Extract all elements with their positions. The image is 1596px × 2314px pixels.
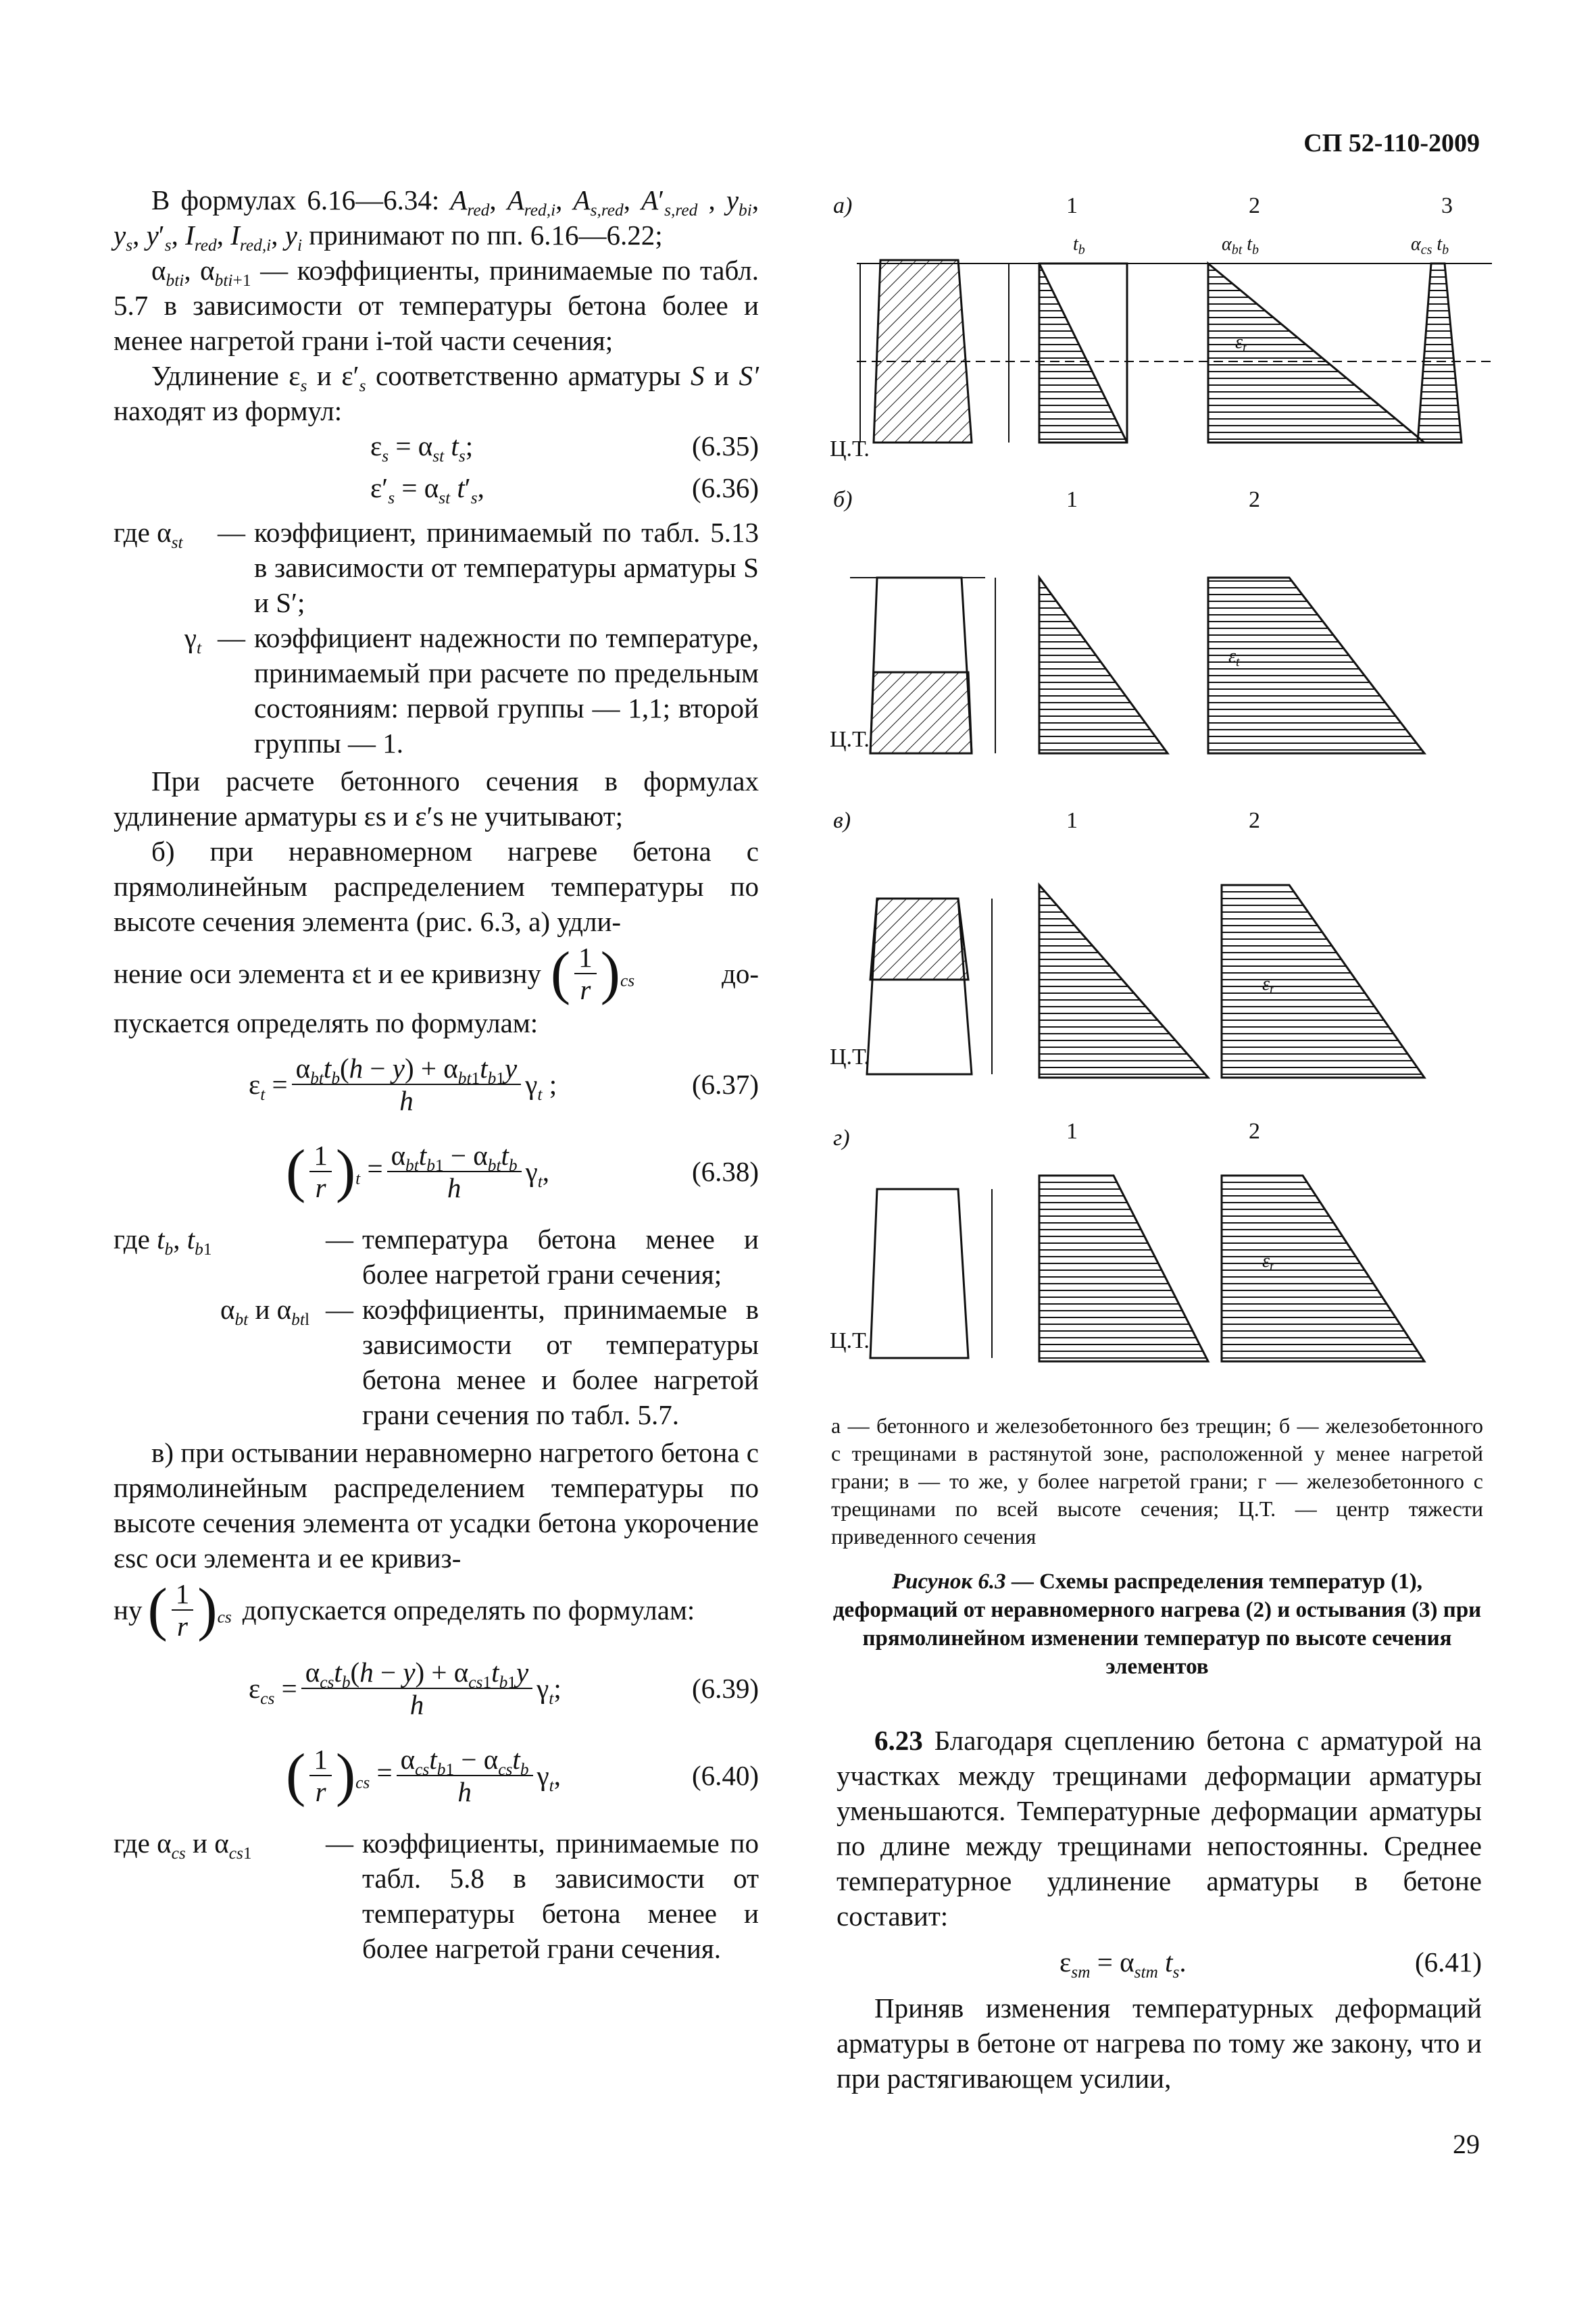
paragraph-deformations: Приняв изменения температурных деформаций арматуры в бетоне от нагрева по тому же закону, что и при растягивающем усилии,	[837, 1992, 1482, 2094]
paragraph-curvature-cont: пускается определять по формулам:	[114, 1007, 539, 1038]
left-column	[114, 182, 759, 1969]
svg-text:1: 1	[1066, 808, 1078, 833]
paragraph-curvature: нение оси элемента εt и ее кривизну ( $\frac{1}{r}$ )$_{cs}$ до-	[114, 940, 759, 1006]
svg-text:αcs tb: $\alpha_{cs}$ $t_b$	[1411, 234, 1449, 257]
paragraph-elongation: Удлинение $\varepsilon_s$ и $\varepsilon'_s$ соответственно арматуры S и S′ находят из формул:	[114, 360, 759, 426]
figure-6-3-diagram	[830, 186, 1492, 1402]
equation-6-37: $\varepsilon_t$ = $\frac{\alpha_{bt}t_b(h - y) + \alpha_{bt1}t_{b1}y}{h}$ $\gamma_t$ ; (6.37)	[249, 1053, 759, 1116]
paragraph-cooling-curvature: ну ( $\frac{1}{r}$ )$_{cs}$ допускается определять по формулам:	[114, 1577, 695, 1642]
paragraph-alpha-bti: $\alpha_{bti}$, $\alpha_{bti+1}$ — коэффициенты, принимаемые по табл. 5.7 в зависимости от температуры бетона более и менее нагретой грани i-той части сечения;	[114, 255, 759, 356]
equation-6-40: ( $\frac{1}{r}$ )$_{cs}$ = $\frac{\alpha_{cs}t_{b1} - \alpha_{cs}t_b}{h}$ $\gamma_t$, (6.40)	[286, 1742, 759, 1808]
svg-text:1: 1	[1066, 1119, 1078, 1144]
svg-text:1: 1	[1066, 193, 1078, 218]
panel-v	[867, 885, 1424, 1078]
panel-a-label: а)	[833, 193, 853, 218]
paragraph-formulas-list: В формулах 6.16—6.34: $A_{red}$, $A_{red,i}$, $A_{s,red}$, $A'_{s,red}$ , $y_{bi}$, $y_s$, $y'_s$, $I_{red}$, $I_{red,i}$, $y_i$ принимают по пп. 6.16—6.22;	[114, 184, 759, 255]
equation-6-39: $\varepsilon_{cs}$ = $\frac{\alpha_{cs}t_b(h - y) + \alpha_{cs1}t_{b1}y}{h}$ $\gamma_t$; (6.39)	[249, 1657, 759, 1720]
equation-6-41: $\varepsilon_{sm} = \alpha_{stm}$ $t_s$. (6.41)	[1059, 1946, 1482, 1982]
definitions-tb: где $t_b$, $t_{b1}$ — температура бетона менее и более нагретой грани сечения; $\alpha_{bt}$ и $\alpha_{btl}$ — коэффициенты, принимаемые в зависимости от температуры бетона менее и более нагретой грани сечения по табл. 5.7.	[114, 1224, 759, 1430]
ct-label-g: Ц.Т.	[830, 1328, 870, 1353]
figure-6-3	[830, 186, 1492, 1402]
panel-a	[857, 260, 1492, 443]
svg-text:2: 2	[1249, 193, 1260, 218]
paragraph-uneven-heating: б) при неравномерном нагреве бетона с прямолинейным распределением температуры по высоте сечения элемента (рис. 6.3, а) удли-	[114, 836, 759, 937]
svg-text:3: 3	[1441, 193, 1453, 218]
figure-title: Рисунок 6.3 — Схемы распределения температур (1), деформаций от неравномерного нагрева (2) и остывания (3) при прямолинейном изменении температур по высоте сечения элементов	[832, 1569, 1482, 1679]
page-number: 29	[1453, 2129, 1480, 2159]
panel-g-label: г)	[833, 1126, 850, 1151]
equation-6-36: $\varepsilon'_s = \alpha_{st}$ $t'_s$, (6.36)	[370, 472, 759, 507]
svg-text:2: 2	[1249, 487, 1260, 512]
paragraph-6-23: 6.23 Благодаря сцеплению бетона с арматурой на участках между трещинами деформации арматуры уменьшаются. Температурные деформации арматуры по длине между трещинами непостоянны. Среднее температурное удлинение арматуры в бетоне составит:	[837, 1725, 1482, 1932]
ct-label-b: Ц.Т.	[830, 727, 870, 752]
paragraph-concrete-section: При расчете бетонного сечения в формулах удлинение арматуры εs и ε′s не учитывают;	[114, 765, 759, 832]
svg-text:εt: $\varepsilon_t$	[1262, 974, 1274, 997]
equation-6-38: ( $\frac{1}{r}$ )$_t$ = $\frac{\alpha_{bt}t_{b1} - \alpha_{bt}t_b}{h}$ $\gamma_t$, (6.38)	[286, 1138, 759, 1204]
svg-text:1: 1	[1066, 487, 1078, 512]
svg-text:2: 2	[1249, 808, 1260, 833]
panel-v-label: в)	[833, 808, 851, 833]
svg-text:εt: $\varepsilon_t$	[1228, 646, 1240, 670]
definitions-alpha-st: где $\alpha_{st}$ — коэффициент, принимаемый по табл. 5.13 в зависимости от температуры арматуры S и S′; $\gamma_t$ — коэффициент надежности по температуре, принимаемый при расчете по предельным состояниям: первой группы — 1,1; второй группы — 1.	[114, 517, 759, 759]
svg-text:tb: $t_b$	[1073, 234, 1085, 257]
panel-g	[870, 1176, 1424, 1361]
figure-caption: а — бетонного и железобетонного без трещин; б — железобетонного с трещинами в растянутой зоне, расположенной у менее нагретой грани; в — то же, у более нагретой грани; г — железобетонного с трещинами по всей высоте сечения; Ц.Т. — центр тяжести приведенного сечения	[831, 1413, 1483, 1549]
svg-text:εt: $\varepsilon_t$	[1235, 332, 1247, 355]
svg-text:αbt tb: $\alpha_{bt}$ $t_b$	[1222, 234, 1260, 257]
definitions-alpha-cs: где $\alpha_{cs}$ и $\alpha_{cs1}$ — коэффициенты, принимаемые по табл. 5.8 в зависимости от температуры бетона менее и более нагретой грани сечения.	[114, 1828, 759, 1964]
svg-text:2: 2	[1249, 1119, 1260, 1144]
ct-label-a: Ц.Т.	[830, 436, 870, 461]
right-column	[837, 1723, 1482, 2096]
equation-6-35: $\varepsilon_s = \alpha_{st}$ $t_s$; (6.35)	[370, 430, 759, 466]
panel-b-label: б)	[833, 487, 853, 512]
paragraph-cooling: в) при остывании неравномерно нагретого бетона с прямолинейным распределением температуры по высоте сечения элемента от усадки бетона укорочение εsc оси элемента и ее кривиз-	[114, 1437, 759, 1574]
document-header: СП 52-110-2009	[1303, 129, 1480, 157]
ct-label-v: Ц.Т.	[830, 1045, 870, 1070]
panel-b	[850, 578, 1424, 753]
svg-text:εt: $\varepsilon_t$	[1262, 1251, 1274, 1274]
